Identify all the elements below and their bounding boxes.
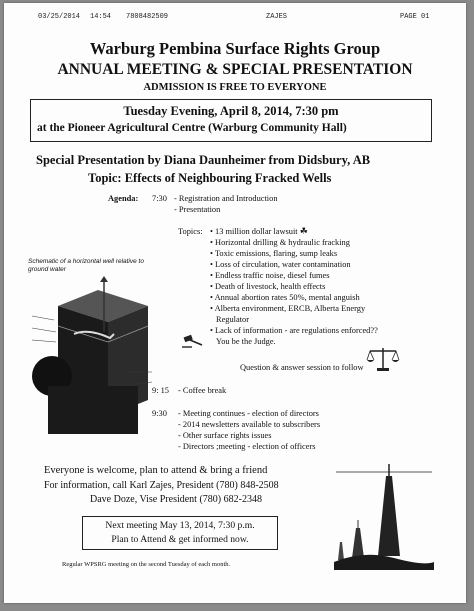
topic-item: • Annual abortion rates 50%, mental anguish — [210, 293, 360, 302]
topics-list — [210, 226, 378, 347]
agenda-time: 9:30 — [152, 409, 167, 418]
admission-note: ADMISSION IS FREE TO EVERYONE — [143, 82, 327, 93]
next-meeting-line: Next meeting May 13, 2014, 7:30 p.m. — [105, 520, 255, 531]
qa-line: Question & answer session to follow — [240, 363, 364, 372]
topic-line: Topic: Effects of Neighbouring Fracked Wells — [88, 171, 332, 185]
vp-line: Dave Doze, Vise President (780) 682-2348 — [90, 494, 262, 505]
topic-item: • Lack of information - are regulations enforced?? — [210, 326, 378, 335]
next-meeting-box — [82, 516, 278, 550]
fax-number: 7808482509 — [126, 13, 169, 21]
fax-time: 14:54 — [90, 13, 112, 21]
agenda-line: - Registration and Introduction — [174, 194, 278, 203]
oil-rig-icon — [334, 458, 434, 570]
welcome-line: Everyone is welcome, plan to attend & bring a friend — [44, 465, 268, 476]
topic-item: • 13 million dollar lawsuit ☘ — [210, 226, 308, 236]
fax-page: PAGE 01 — [400, 13, 430, 21]
agenda-line: - 2014 newsletters available to subscribers — [178, 420, 321, 429]
topic-item: • Horizontal drilling & hydraulic fracking — [210, 238, 350, 247]
presentation-line: Special Presentation by Diana Daunheimer from Didsbury, AB — [36, 153, 371, 167]
date-line: Tuesday Evening, April 8, 2014, 7:30 pm — [123, 104, 339, 118]
flyer-title: Warburg Pembina Surface Rights Group — [89, 39, 381, 58]
agenda-line: - Presentation — [174, 205, 221, 214]
schematic-caption: Schematic of a horizontal well relative to ground water — [28, 258, 144, 273]
flyer-page — [4, 3, 466, 603]
agenda-label: Agenda: — [108, 194, 139, 203]
agenda-line: - Directors ;meeting - election of officers — [178, 442, 316, 451]
topics-label: Topics: — [178, 227, 203, 236]
fax-date: 03/25/2014 — [38, 13, 81, 21]
agenda-line: - Other surface rights issues — [178, 431, 272, 440]
topic-item: • Endless traffic noise, diesel fumes — [210, 271, 330, 280]
topic-item: • Toxic emissions, flaring, sump leaks — [210, 249, 338, 258]
plan-line: Plan to Attend & get informed now. — [111, 534, 249, 545]
scales-icon — [366, 346, 400, 372]
venue-line: at the Pioneer Agricultural Centre (Warburg Community Hall) — [37, 122, 347, 134]
flyer-subtitle: ANNUAL MEETING & SPECIAL PRESENTATION — [57, 61, 413, 78]
schematic-image — [28, 276, 176, 450]
date-box — [30, 99, 432, 142]
topic-item: • Loss of circulation, water contamination — [210, 260, 351, 269]
topic-item: • Alberta environment, ERCB, Alberta Energy — [210, 304, 366, 313]
fruit-icon: ☘ — [299, 226, 308, 236]
agenda-time: 9: 15 — [152, 386, 169, 395]
agenda-line: - Coffee break — [178, 386, 227, 395]
gavel-icon — [182, 334, 204, 348]
agenda-line: - Meeting continues - election of directors — [178, 409, 319, 418]
well-schematic — [28, 258, 176, 450]
footer-note: Regular WPSRG meeting on the second Tuesday of each month. — [62, 561, 231, 568]
fax-sender: ZAJES — [266, 13, 288, 21]
agenda-time: 7:30 — [152, 194, 167, 203]
topic-continuation: Regulator — [216, 315, 250, 324]
topic-item: • Death of livestock, health effects — [210, 282, 326, 291]
judge-line: You be the Judge. — [216, 337, 276, 346]
topics-block — [178, 226, 203, 237]
info-line: For information, call Karl Zajes, President (780) 848-2508 — [44, 480, 279, 491]
